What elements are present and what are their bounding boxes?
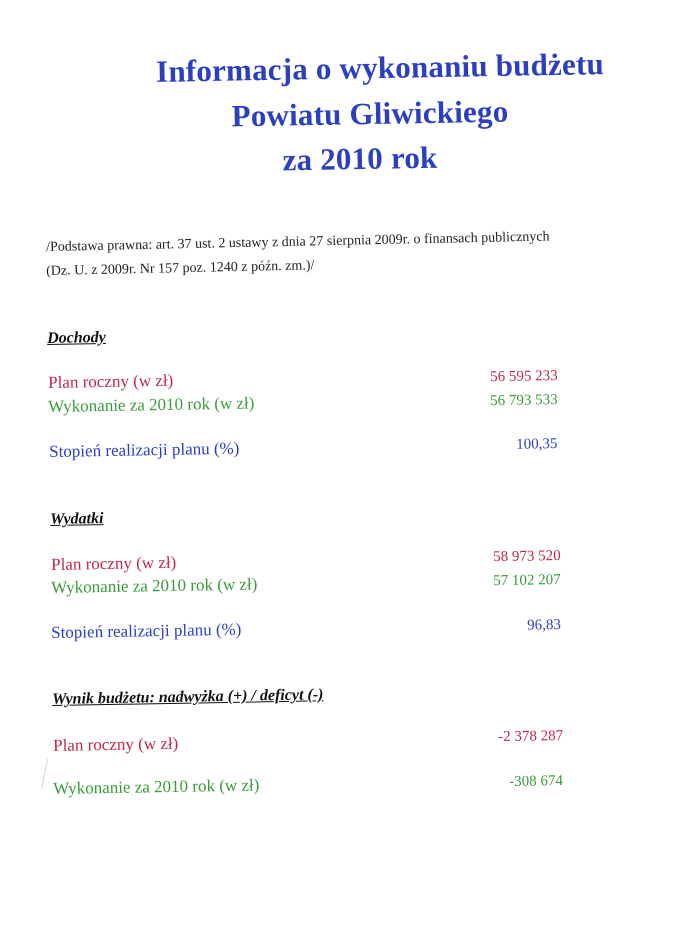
title-line-1: Informacja o wykonaniu budżetu (155, 46, 605, 89)
wynik-plan-label: Plan roczny (w zł) (53, 733, 179, 755)
wydatki-exec-label: Wykonanie za 2010 rok (w zł) (51, 574, 258, 597)
wynik-exec-value: -308 674 (509, 773, 564, 790)
section-heading-wynik: Wynik budżetu: nadwyżka (+) / deficyt (-) (52, 686, 324, 708)
title-line-2: Powiatu Gliwickiego (231, 93, 509, 134)
wynik-exec-label: Wykonanie za 2010 rok (w zł) (53, 775, 260, 798)
wydatki-ratio-label: Stopień realizacji planu (%) (51, 619, 242, 642)
dochody-ratio-value: 100,35 (515, 436, 558, 453)
dochody-plan-value: 56 595 233 (489, 368, 558, 386)
wydatki-plan-value: 58 973 520 (492, 548, 561, 566)
wydatki-ratio-value: 96,83 (527, 617, 562, 634)
section-heading-wydatki: Wydatki (50, 510, 104, 528)
dochody-plan-label: Plan roczny (w zł) (48, 370, 174, 392)
section-heading-dochody: Dochody (47, 328, 106, 347)
title-line-3: za 2010 rok (282, 139, 438, 178)
wydatki-plan-label: Plan roczny (w zł) (51, 552, 177, 574)
legal-basis-line-1: /Podstawa prawna: art. 37 ust. 2 ustawy z dnia 27 sierpnia 2009r. o finansach publicznych (46, 229, 550, 255)
wydatki-exec-value: 57 102 207 (492, 572, 561, 590)
dochody-exec-label: Wykonanie za 2010 rok (w zł) (48, 393, 255, 416)
dochody-ratio-label: Stopień realizacji planu (%) (49, 438, 240, 461)
dochody-exec-value: 56 793 533 (489, 392, 558, 410)
wynik-plan-value: -2 378 287 (498, 728, 564, 746)
legal-basis-line-2: (Dz. U. z 2009r. Nr 157 poz. 1240 z późn. zm.)/ (46, 258, 315, 279)
